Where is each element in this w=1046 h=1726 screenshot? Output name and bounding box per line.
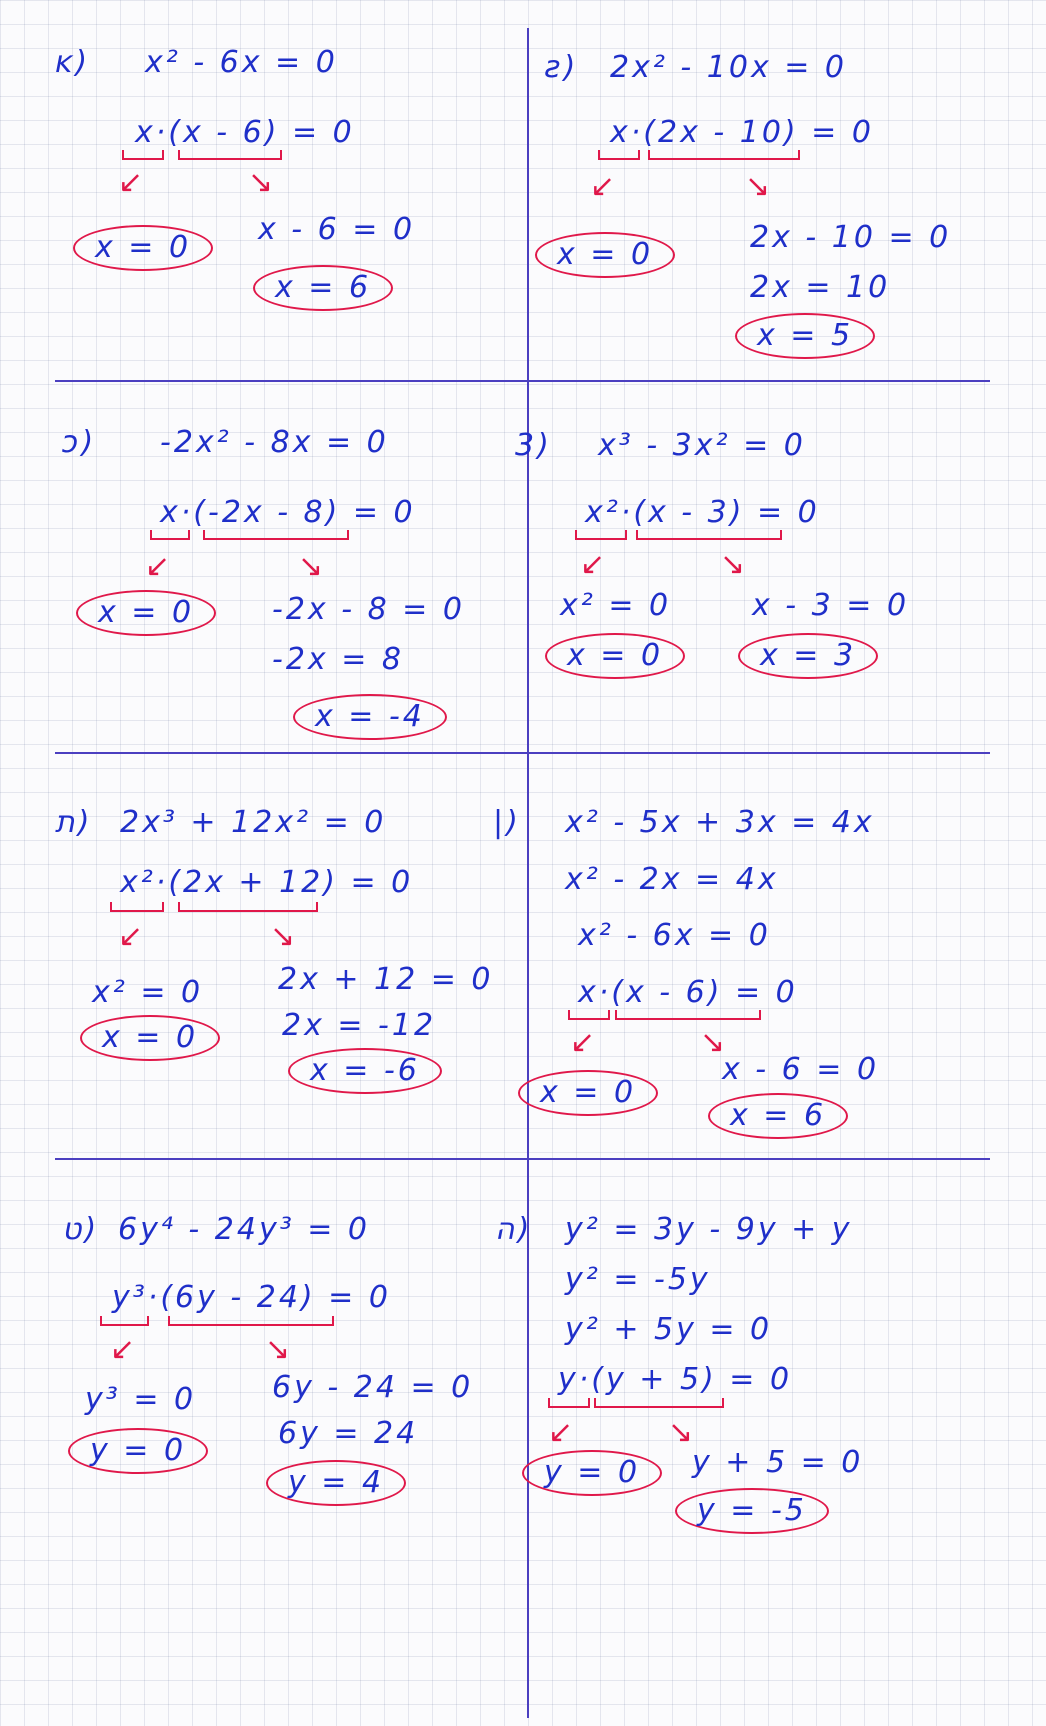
horizontal-divider-3: [55, 1158, 990, 1160]
answer-right: y = 4: [266, 1460, 406, 1506]
arrow-down-right-icon: ↘: [668, 1415, 694, 1450]
factor-bracket-left: [548, 1398, 590, 1408]
answer-left: x = 0: [545, 633, 685, 679]
pre-step-1: y² = -5y: [565, 1262, 711, 1297]
problem-label: |): [493, 805, 521, 840]
problem-label: ɔ): [62, 425, 97, 460]
answer-right: x = -6: [288, 1048, 442, 1094]
arrow-down-left-icon: ↙: [110, 1332, 136, 1367]
problem-label: ט): [62, 1212, 100, 1247]
problem-equation: x² - 6x = 0: [145, 45, 338, 80]
arrow-down-left-icon: ↙: [570, 1025, 596, 1060]
answer-left: x = 0: [76, 590, 216, 636]
problem-label: ת): [55, 805, 93, 840]
factored-equation: x²·(x - 3) = 0: [585, 495, 820, 530]
horizontal-divider-1: [55, 380, 990, 382]
factor-bracket-left: [575, 530, 627, 540]
factored-equation: x²·(2x + 12) = 0: [120, 865, 414, 900]
factored-equation: x·(x - 6) = 0: [135, 115, 355, 150]
arrow-down-right-icon: ↘: [700, 1025, 726, 1060]
problem-label: ה): [495, 1212, 533, 1247]
factor-bracket-right: [168, 1316, 334, 1326]
answer-left: x = 0: [80, 1015, 220, 1061]
arrow-down-right-icon: ↘: [298, 549, 324, 584]
answer-left: x = 0: [518, 1070, 658, 1116]
step-right: x - 6 = 0: [258, 212, 416, 247]
answer-left: y = 0: [68, 1428, 208, 1474]
answer-right: x = 6: [708, 1093, 848, 1139]
arrow-down-left-icon: ↙: [145, 549, 171, 584]
factor-bracket-left: [110, 902, 164, 912]
problem-label: ƨ): [545, 50, 579, 85]
arrow-down-left-icon: ↙: [118, 165, 144, 200]
step-right-2: 6y = 24: [278, 1416, 419, 1451]
factored-equation: x·(2x - 10) = 0: [610, 115, 874, 150]
factored-equation: y³·(6y - 24) = 0: [112, 1280, 391, 1315]
answer-right: x = 6: [253, 265, 393, 311]
factored-equation: x·(x - 6) = 0: [578, 975, 798, 1010]
problem-equation: 2x³ + 12x² = 0: [120, 805, 387, 840]
arrow-down-right-icon: ↘: [270, 919, 296, 954]
step-right-2: 2x = -12: [282, 1008, 437, 1043]
pre-step-1: x² - 2x = 4x: [565, 862, 779, 897]
factor-bracket-right: [178, 150, 282, 160]
step-right: y + 5 = 0: [692, 1445, 864, 1480]
answer-right: x = 3: [738, 633, 878, 679]
step-right-2: -2x = 8: [272, 642, 404, 677]
step-right-1: -2x - 8 = 0: [272, 592, 465, 627]
arrow-down-left-icon: ↙: [548, 1415, 574, 1450]
answer-right: y = -5: [675, 1488, 829, 1534]
problem-equation: x² - 5x + 3x = 4x: [565, 805, 875, 840]
step-right: x - 3 = 0: [752, 588, 910, 623]
problem-label: 3): [515, 428, 552, 463]
factor-bracket-left: [100, 1316, 149, 1326]
answer-right: x = 5: [735, 313, 875, 359]
answer-left: x = 0: [535, 232, 675, 278]
factored-equation: x·(-2x - 8) = 0: [160, 495, 416, 530]
problem-equation: -2x² - 8x = 0: [160, 425, 389, 460]
arrow-down-left-icon: ↙: [590, 169, 616, 204]
factor-bracket-left: [122, 150, 164, 160]
problem-equation: 6y⁴ - 24y³ = 0: [118, 1212, 371, 1247]
answer-right: x = -4: [293, 694, 447, 740]
answer-left: y = 0: [522, 1450, 662, 1496]
factor-bracket-left: [150, 530, 190, 540]
problem-equation: x³ - 3x² = 0: [598, 428, 806, 463]
factor-bracket-left: [568, 1010, 610, 1020]
step-left: x² = 0: [560, 588, 672, 623]
factored-equation: y·(y + 5) = 0: [558, 1362, 793, 1397]
step-left: y³ = 0: [85, 1382, 197, 1417]
arrow-down-right-icon: ↘: [248, 165, 274, 200]
factor-bracket-right: [203, 530, 349, 540]
step-right-2: 2x = 10: [750, 270, 891, 305]
step-right-1: 2x - 10 = 0: [750, 220, 952, 255]
step-right-1: 6y - 24 = 0: [272, 1370, 474, 1405]
factor-bracket-right: [594, 1398, 724, 1408]
factor-bracket-left: [598, 150, 640, 160]
answer-left: x = 0: [73, 225, 213, 271]
arrow-down-right-icon: ↘: [745, 169, 771, 204]
arrow-down-left-icon: ↙: [118, 919, 144, 954]
step-right-1: 2x + 12 = 0: [278, 962, 494, 997]
arrow-down-right-icon: ↘: [265, 1332, 291, 1367]
pre-step-2: y² + 5y = 0: [565, 1312, 773, 1347]
problem-label: ĸ): [55, 45, 91, 80]
problem-equation: y² = 3y - 9y + y: [565, 1212, 853, 1247]
factor-bracket-right: [636, 530, 782, 540]
arrow-down-left-icon: ↙: [580, 547, 606, 582]
factor-bracket-right: [615, 1010, 761, 1020]
pre-step-2: x² - 6x = 0: [578, 918, 771, 953]
step-left: x² = 0: [92, 975, 204, 1010]
horizontal-divider-2: [55, 752, 990, 754]
factor-bracket-right: [178, 902, 318, 912]
arrow-down-right-icon: ↘: [720, 547, 746, 582]
step-right: x - 6 = 0: [722, 1052, 880, 1087]
problem-equation: 2x² - 10x = 0: [610, 50, 847, 85]
factor-bracket-right: [648, 150, 800, 160]
